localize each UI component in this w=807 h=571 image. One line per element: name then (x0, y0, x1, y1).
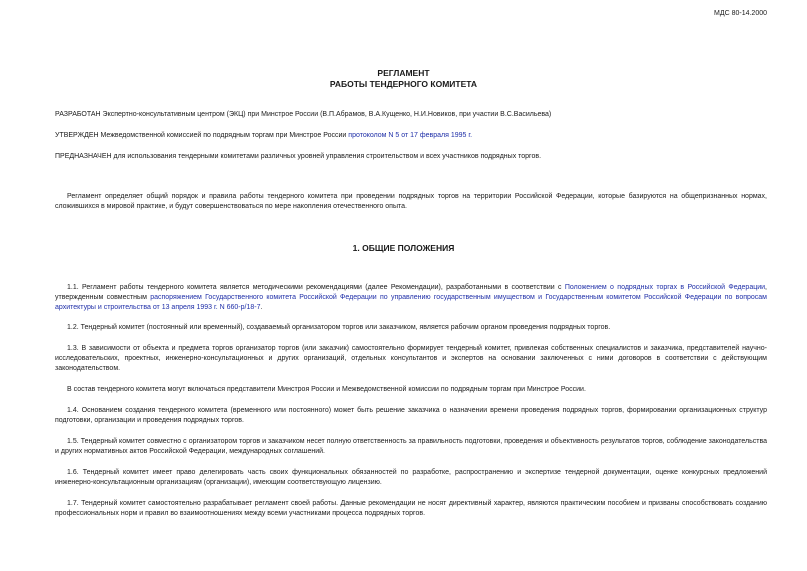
paragraph-1-4: 1.4. Основанием создания тендерного комитета (временного или постоянного) может быть решение заказчика о назначении времени проведения подрядных торгов, формировании организационных структур подготовки, организации и проведения подрядных торгов. (55, 407, 767, 424)
paragraph-1-7: 1.7. Тендерный комитет самостоятельно разрабатывает регламент своей работы. Данные рекомендации не носят директивный характер, являются практическим пособием и призваны способствовать созданию профессиональных норм и правил во взаимоотношениях между всеми участниками процесса подрядных торгов. (55, 500, 767, 517)
paragraph-1-5: 1.5. Тендерный комитет совместно с организатором торгов и заказчиком несет полную ответственность за правильность подготовки, проведения и объективность результатов торгов, соблюдение законодательства и других нормативных актов Российской Федерации, международных соглашений. (55, 438, 767, 455)
intro-paragraph: Регламент определяет общий порядок и правила работы тендерного комитета при проведении подрядных торгов на территории Российской Федерации, которые базируются на общепризнанных нормах, сложившихся в мировой практике, и будут совершенствоваться по мере накопления отечественного опыта. (55, 193, 767, 210)
paragraph-1-2: 1.2. Тендерный комитет (постоянный или временный), создаваемый организатором торгов или заказчиком, является рабочим органом проведения подрядных торгов. (67, 324, 611, 331)
order-link[interactable]: распоряжением Государственного комитета Российской Федерации по управлению государственным имуществом и Государственным комитетом Российской Федерации по вопросам архитектуры и строительства от 13 апреля 1993 г. N 660-р/18-7 (55, 294, 767, 311)
developed-by: РАЗРАБОТАН Экспертно-консультативным центром (ЭКЦ) при Минстрое России (В.П.Абрамов, В.А.Кущенко, Н.И.Новиков, при участии В.С.Васильева) (55, 111, 552, 118)
paragraph-1-3-composition: В состав тендерного комитета могут включаться представители Минстроя России и Межведомственной комиссии по подрядным торгам при Минстрое России. (67, 386, 586, 393)
paragraph-1-1 (55, 283, 767, 313)
approved-by (55, 131, 767, 141)
document-title-line1: РЕГЛАМЕНТ (377, 68, 430, 78)
paragraph-1-1-text-b: , утвержденным совместным (55, 284, 767, 301)
document-code: МДС 80-14.2000 (714, 10, 767, 17)
paragraph-1-1-text-c: . (260, 304, 263, 311)
paragraph-1-1-text-a: 1.1. Регламент работы тендерного комитета является методическими рекомендациями (далее Рекомендации), разработанными в соответствии с (67, 284, 562, 291)
regulation-link[interactable]: Положением о подрядных торгах в Российской Федерации (564, 284, 766, 291)
protocol-link[interactable]: протоколом N 5 от 17 февраля 1995 г. (348, 132, 473, 139)
paragraph-1-3: 1.3. В зависимости от объекта и предмета торгов организатор торгов (или заказчик) самостоятельно формирует тендерный комитет, привлекая собственных специалистов и заказчика, представителей научно-исследовательских, проектных, инженерно-консультационных и других организаций, отдельных консультантов и экспертов на основании заключенных с ними договоров в соответствии с действующим законодательством. (55, 345, 767, 372)
intended-for: ПРЕДНАЗНАЧЕН для использования тендерными комитетами различных уровней управления строительством и всех участников подрядных торгов. (55, 153, 542, 160)
approved-text: УТВЕРЖДЕН Межведомственной комиссией по подрядным торгам при Минстрое России (55, 132, 347, 139)
paragraph-1-6: 1.6. Тендерный комитет имеет право делегировать часть своих функциональных обязанностей по разработке, распространению и экспертизе тендерной документации, оценке конкурсных предложений инженерно-консультационным организациям (организации), имеющим соответствующую лицензию. (55, 469, 767, 486)
document-title-line2: РАБОТЫ ТЕНДЕРНОГО КОМИТЕТА (329, 79, 478, 89)
section-title: 1. ОБЩИЕ ПОЛОЖЕНИЯ (352, 243, 455, 253)
